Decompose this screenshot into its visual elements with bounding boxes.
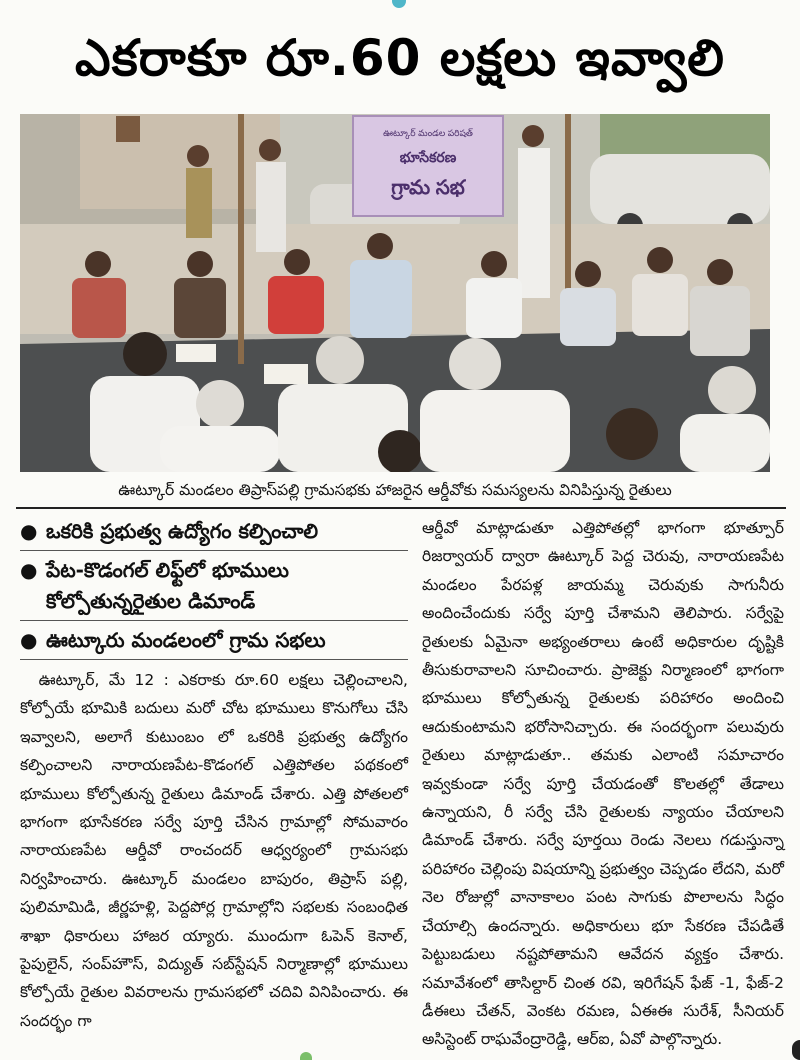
headline: ఎకరాకూ రూ.60 లక్షలు ఇవ్వాలి (75, 29, 725, 87)
page-top-marker (392, 0, 406, 8)
photo-caption: ఊట్కూర్ మండలం తిప్రాస్‌పల్లి గ్రామసభకు హాజరైన ఆర్డీవోకు సమస్యలను వినిపిస్తున్న రైతులు (118, 481, 672, 499)
gram-sabha-photo-illustration (20, 114, 770, 472)
page-bottom-marker (300, 1052, 312, 1060)
highlight-bullet-2 (20, 553, 408, 621)
bullet-icon: ● (20, 558, 38, 582)
page-edge-marker (792, 1040, 800, 1060)
bullet-icon: ● (20, 628, 38, 652)
banner-line-2: భూసేకరణ (399, 149, 457, 165)
bullet-text: పేట-కొడంగల్ లిఫ్ట్‌లో భూములు కోల్పోతున్నరైతుల డిమాండ్ (46, 558, 289, 613)
news-photo (20, 114, 770, 472)
bullet-icon: ● (20, 519, 38, 543)
highlight-bullet-3 (20, 623, 408, 660)
bullet-text: ఊట్కూరు మండలంలో గ్రామ సభలు (46, 628, 326, 652)
article-body-left: ఊట్కూర్, మే 12 : ఎకరాకు రూ.60 లక్షలు చెల్లించాలని, కోల్పోయే భూమికి బదులు మరో చోట భూములు కొనుగోలు చేసి ఇవ్వాలని, అలాగే కుటుంబం లో ఒకరికి ప్రభుత్వ ఉద్యోగం కల్పించాలని నారాయణపేట-కొడంగల్ ఎత్తిపోతల పథకంలో భూములు కోల్పోతున్న రైతులు డిమాండ్ చేశారు. ఎత్తి పోతలలో భాగంగా భూసేకరణ సర్వే పూర్తి చేసిన గ్రామాల్లో సోమవారం నారాయణపేట ఆర్డీవో రాంచందర్ ఆధ్వర్యంలో గ్రామసభు నిర్వహించారు. ఊట్కూర్ మండలం బాపురం, తిప్రాస్ పల్లి, పులిమామిడి, జీర్ణహళ్లి, పెద్దపోర్ల గ్రామాల్లోని సభలకు సంబంధిత శాఖా ధికారులు హాజర య్యారు. ముందుగా ఓపెన్ కెనాల్, పైపులైన్, సంప్‌హౌస్, విద్యుత్ సబ్‌స్టేషన్ నిర్మాణాల్లో భూములు కోల్పోయే రైతుల వివరాలను గ్రామసభలో చదివి వినిపించారు. ఈ సందర్భం గా (20, 671, 408, 1030)
caption-divider (16, 507, 786, 509)
highlight-bullet-1 (20, 514, 408, 551)
right-column (422, 514, 784, 1054)
left-column (20, 514, 408, 1035)
banner-line-3: గ్రామ సభ (391, 177, 465, 199)
banner-line-1: ఊట్కూర్ మండల పరిషత్ (383, 128, 473, 138)
article-body-right: ఆర్డీవో మాట్లాడుతూ ఎత్తిపోతల్లో భాగంగా భూత్పూర్ రిజర్వాయర్ ద్వారా ఊట్కూర్ పెద్ద చెరువు, నారాయణపేట మండలం పేరపళ్ల జాయమ్మ చెరువుకు సాగునీరు అందించేందుకు సర్వే పూర్తి చేశామని తెలిపారు. సర్వేపై రైతులకు ఏమైనా అభ్యంతరాలు ఉంటే అధికారుల దృష్టికి తీసుకురావాలని సూచించారు. ప్రాజెక్టు నిర్మాణంలో భాగంగా భూములు కోల్పోతున్న రైతులకు పరిహారం అందించి ఆదుకుంటామని భరోసానిచ్చారు. ఈ సందర్భంగా పలువురు రైతులు మాట్లాడుతూ.. తమకు ఎలాంటి సమాచారం ఇవ్వకుండా సర్వే పూర్తి చేయడంతో కొలతల్లో తేడాలు ఉన్నాయని, రీ సర్వే చేసి రైతులకు న్యాయం చేయాలని డిమాండ్ చేశారు. సర్వే పూర్తయి రెండు నెలలు గడుస్తున్నా పరిహారం చెల్లింపు విషయాన్ని ప్రభుత్వం చెప్పడం లేదని, మరో నెల రోజుల్లో వానాకాలం పంట సాగుకు పొలాలను సిద్ధం చేయాల్సి ఉందన్నారు. అధికారులు భూ సేకరణ చేపడితే పెట్టుబడులు నష్టపోతామని ఆవేదన వ్యక్తం చేశారు. సమావేశంలో తాసిల్దార్ చింత రవి, ఇరిగేషన్ ఫేజ్ -1, ఫేజ్-2 డీఈలు చేతన్, వెంకట రమణ, ఏఈఈ సురేశ్, సీనియర్ అసిస్టెంట్ రాఘవేంద్రారెడ్డి, ఆర్ఐ, ఏవో పాల్గొన్నారు. (422, 519, 784, 1049)
bullet-text: ఒకరికి ప్రభుత్వ ఉద్యోగం కల్పించాలి (46, 519, 319, 543)
